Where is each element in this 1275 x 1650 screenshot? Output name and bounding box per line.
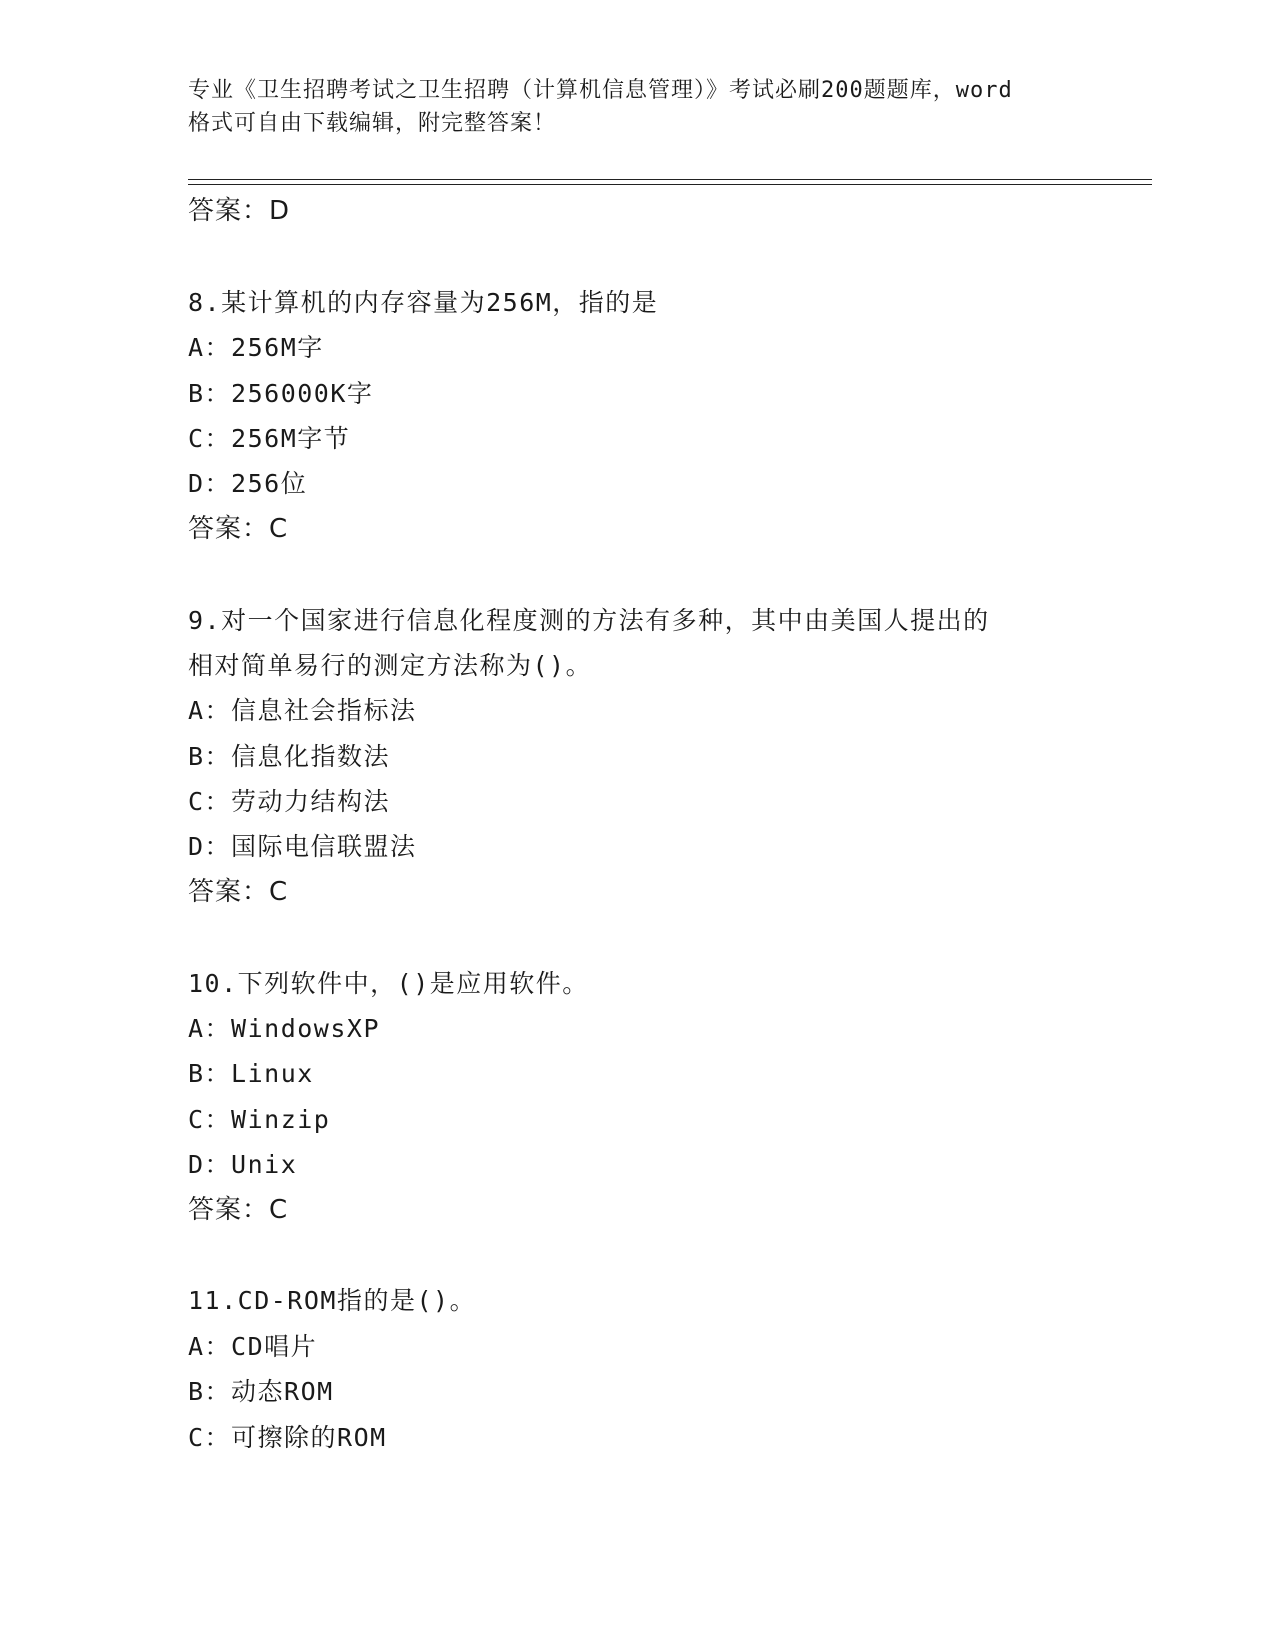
option-d: D：国际电信联盟法 — [188, 832, 417, 862]
question-11 — [188, 1278, 1148, 1460]
answer: 答案：C — [188, 876, 289, 907]
option-b: B：256000K字 — [188, 378, 374, 408]
question-10 — [188, 961, 1148, 1233]
option-c: C：可擦除的ROM — [188, 1422, 387, 1452]
option-c: C：劳动力结构法 — [188, 787, 391, 817]
option-c: C：256M字节 — [188, 423, 351, 453]
answer-prev: 答案：D — [188, 196, 291, 226]
answer: 答案：C — [188, 513, 289, 544]
question-text-line-1: 9.对一个国家进行信息化程度测的方法有多种，其中由美国人提出的 — [188, 605, 990, 635]
header-divider-bottom — [188, 184, 1152, 185]
option-a: A：CD唱片 — [188, 1331, 318, 1361]
spacer — [188, 915, 1148, 960]
header-line-2: 格式可自由下载编辑，附完整答案！ — [188, 111, 557, 136]
option-a: A：256M字 — [188, 333, 324, 363]
option-a: A：信息社会指标法 — [188, 696, 417, 726]
spacer — [188, 234, 1148, 279]
answer: 答案：C — [188, 1194, 289, 1225]
option-a: A：WindowsXP — [188, 1014, 381, 1044]
option-d: D：Unix — [188, 1150, 298, 1180]
question-text: 10.下列软件中，()是应用软件。 — [188, 968, 589, 998]
question-9 — [188, 598, 1148, 916]
question-text: 8.某计算机的内存容量为256M，指的是 — [188, 287, 659, 317]
header-divider-top — [188, 179, 1152, 180]
option-b: B：Linux — [188, 1059, 314, 1089]
option-c: C：Winzip — [188, 1104, 331, 1134]
document-header — [188, 74, 1088, 140]
option-d: D：256位 — [188, 469, 308, 499]
question-8 — [188, 280, 1148, 552]
question-text: 11.CD-ROM指的是()。 — [188, 1286, 477, 1316]
question-text-line-2: 相对简单易行的测定方法称为()。 — [188, 650, 593, 680]
spacer — [188, 552, 1148, 597]
option-b: B：动态ROM — [188, 1377, 334, 1407]
option-b: B：信息化指数法 — [188, 741, 391, 771]
question-list — [188, 189, 1148, 1460]
header-line-1: 专业《卫生招聘考试之卫生招聘（计算机信息管理）》考试必刷200题题库，word — [188, 78, 1013, 103]
spacer — [188, 1233, 1148, 1278]
